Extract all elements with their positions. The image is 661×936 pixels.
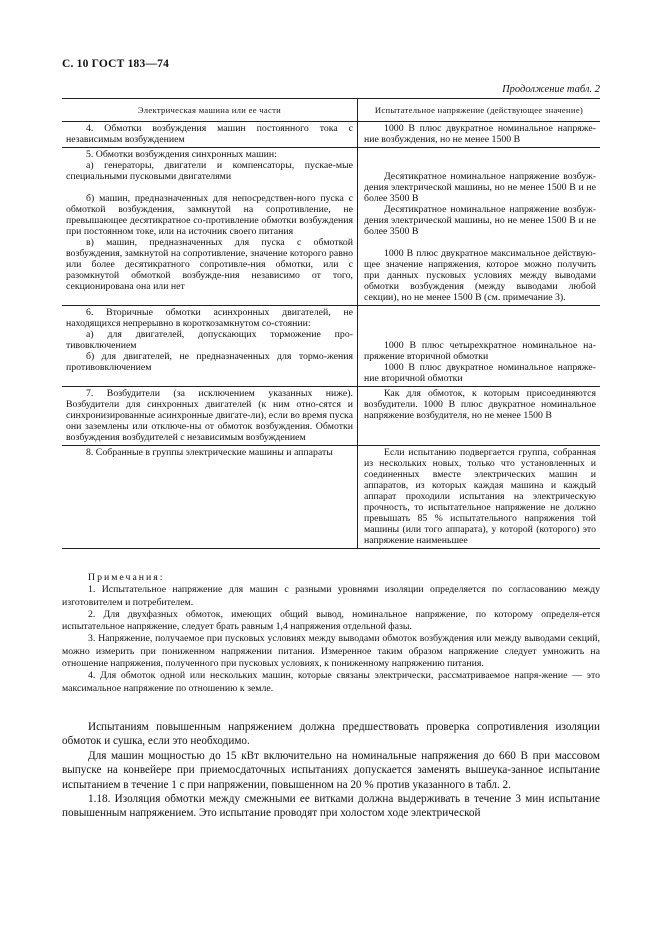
row4-machine: 4. Обмотки возбуждения машин постоянного тока с независимым возбуждением [62, 122, 358, 148]
column-header-voltage: Испытательное напряжение (действующее значение) [358, 99, 601, 122]
row5-voltage-v: 1000 В плюс двукратное максимальное действую-щее значение напряжения, которое можно получить при данных пусковых условиях между выводами обмотки возбуждения (между выводами любой секции), но не менее 1500 В (см. примечание 3). [364, 248, 596, 303]
table-continuation-label: Продолжение табл. 2 [502, 84, 600, 95]
table-row [62, 306, 600, 387]
note-item: 3. Напряжение, получаемое при пусковых условиях между выводами обмоток возбуждения или между выводами секций, можно измерить при пониженном напряжении питания. Измеренное таким образом напряжение следует умножить на отношение напряжения, полученного при пусковых условиях, к пониженному напряжению питания. [62, 633, 600, 670]
body-paragraph: Испытаниям повышенным напряжением должна предшествовать проверка сопротивления изоляции обмоток и сушка, если это необходимо. [62, 721, 600, 748]
body-paragraph: 1.18. Изоляция обмотки между смежными ее витками должна выдерживать в течение 3 мин испытание повышенным напряжением. Это испытание проводят при холостом ходе электрической [62, 793, 600, 820]
row5-title: 5. Обмотки возбуждения синхронных машин: [86, 149, 277, 160]
test-voltage-table [62, 98, 600, 549]
row7-machine: 7. Возбудители (за исключением указанных ниже). Возбудители для синхронных двигателей (к ним отно-сятся и синхронизированные асинхронные двигате-ли), если во время пуска они заземлены или отключе-ны от обмоток возбуждения. Обмотки возбуждения возбудителей с независимым возбуждением [62, 387, 358, 446]
row6-voltage [358, 306, 601, 387]
body-text [62, 720, 600, 821]
table-header-row [62, 99, 600, 122]
table-notes [62, 572, 600, 695]
note-item: 2. Для двухфазных обмоток, имеющих общий вывод, номинальное напряжение, по которому определя-ется испытательное напряжение, следует брать равным 1,4 напряжения отдельной фазы. [62, 608, 600, 633]
row5-item-a: а) генераторы, двигатели и компенсаторы, пускае-мые специальными пусковыми двигателями [66, 160, 353, 182]
row6-title: 6. Вторичные обмотки асинхронных двигателей, не находящихся непрерывно в короткозамкнутом со-стоянии: [66, 307, 353, 329]
row6-item-a: а) для двигателей, допускающих торможение про-тивовключением [66, 329, 353, 351]
table-row [62, 446, 600, 549]
row4-voltage: 1000 В плюс двукратное номинальное напряже-ние возбуждения, но не менее 1500 В [358, 122, 601, 148]
note-item: 4. Для обмоток одной или нескольких машин, которые связаны электрически, рассматриваемое напря-жение — это максимальное напряжение по отношению к земле. [62, 670, 600, 694]
row8-voltage: Если испытанию подвергается группа, собранная из нескольких новых, только что установленных и соединенных вместе электрических машин и аппаратов, из которых каждая машина и каждый аппарат проходили испытания на электрическую прочность, то испытательное напряжение не должно превышать 85 % испытательного напряжения той машины (или того аппарата), у которой (которого) это напряжение наименьшее [358, 446, 601, 549]
row6-machine [62, 306, 358, 387]
row6-voltage-b: 1000 В плюс двукратное номинальное напряже-ние вторичной обмотки [364, 362, 596, 384]
column-header-machine: Электрическая машина или ее части [62, 99, 358, 122]
row5-voltage-b: Десятикратное номинальное напряжение возбуж-дения электрической машины, но не менее 1500 В и не более 3500 В [364, 204, 596, 237]
table-row [62, 387, 600, 446]
row6-item-b: б) для двигателей, не предназначенных для тормо-жения противовключением [66, 351, 353, 373]
note-item: 1. Испытательное напряжение для машин с разными уровнями изоляции определяется по согласованию между изготовителем и потребителем. [62, 584, 600, 608]
table-row [62, 122, 600, 148]
row6-voltage-a: 1000 В плюс четырехкратное номинальное на-пряжение вторичной обмотки [364, 340, 596, 362]
page-header: С. 10 ГОСТ 183—74 [62, 58, 170, 70]
row5-voltage [358, 148, 601, 306]
body-paragraph: Для машин мощностью до 15 кВт включительно на номинальные напряжения до 660 В при массовом выпуске на конвейере при приемосдаточных испытаниях допускается заменять вышеука-занное испытание испытанием в течение 1 с при напряжении, повышенном на 20 % против указанного в табл. 2. [62, 749, 600, 791]
row8-machine: 8. Собранные в группы электрические машины и аппараты [62, 446, 358, 549]
row5-voltage-a: Десятикратное номинальное напряжение возбуж-дения электрической машины, но не менее 1500 В и не более 3500 В [364, 171, 596, 204]
notes-title: Примечания: [88, 572, 165, 583]
table-row [62, 148, 600, 306]
row5-item-b: б) машин, предназначенных для непосредствен-ного пуска с обмоткой возбуждения, замкнутой на сопротивление, не превышающее десятикратное со-противление обмотки возбуждения при постоянном токе, или на источник своего питания [66, 193, 353, 237]
row5-machine [62, 148, 358, 306]
row7-voltage: Как для обмоток, к которым присоединяются возбудители. 1000 В плюс двукратное номинальное напряжение возбудителя, но не менее 1500 В [358, 387, 601, 446]
row5-item-v: в) машин, предназначенных для пуска с обмоткой возбуждения, замкнутой на сопротивление, значение которого равно или более десятикратного сопротивле-ния обмотки, или с разомкнутой обмоткой возбужде-ния независимо от того, секционирована она или нет [66, 237, 353, 292]
